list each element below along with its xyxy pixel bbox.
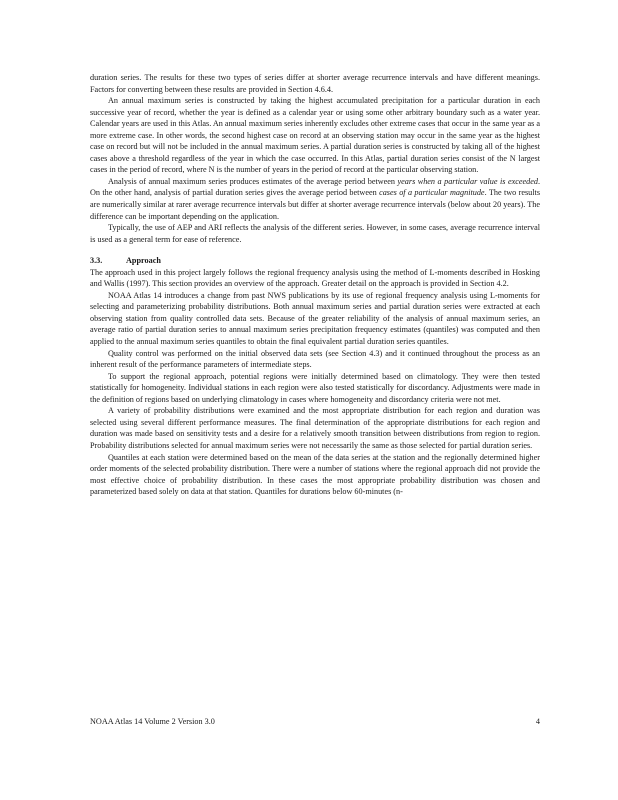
body-text	[90, 72, 540, 498]
paragraph-typically: Typically, the use of AEP and ARI reflects the analysis of the different series. However, in some cases, average recurrence interval is used as a general term for ease of reference.	[90, 223, 540, 244]
paragraph-quality-control: Quality control was performed on the initial observed data sets (see Section 4.3) and it continued throughout the process as an inherent result of the performance parameters of intermediate steps.	[90, 348, 540, 370]
page-number: 4	[535, 717, 540, 726]
paragraph-noaa-atlas: NOAA Atlas 14 introduces a change from past NWS publications by its use of regional frequency analysis using L-moments for selecting and parameterizing probability distributions. Both annual maximum series and partial duration series were extracted at each observing station from quality controlled data sets. Because of the greater reliability of the analysis of annual maximum series, an average ratio of partial duration series to annual maximum series precipitation frequency estimates (quantiles) was computed and then applied to the annual maximum series quantiles to obtain the final equivalent partial duration series quantiles.	[90, 290, 540, 347]
section-number: 3.3.	[90, 256, 103, 266]
paragraph-analysis: Analysis of annual maximum series produces estimates of the average period between years when a particular value is exceeded. On the other hand, analysis of partial duration series gives the average period between cases of a particular magnitude. The two results are numerically similar at rarer average recurrence intervals but differ at shorter average recurrence intervals (below about 20 years). The difference can be important depending on the application.	[90, 176, 541, 221]
section-heading	[90, 255, 540, 267]
paragraph-quantiles: Quantiles at each station were determined based on the mean of the data series at the station and the regionally determined higher order moments of the selected probability distribution. There were a number of stations where the regional approach did not provide the most effective choice of probability distribution. In these cases the most appropriate probability distribution was chosen and parameterized based solely on data at that station. Quantiles for durations below 60-minutes (n-	[90, 452, 540, 497]
paragraph-probability-distributions: A variety of probability distributions were examined and the most appropriate distribution for each region and duration was selected using several different performance measures. The final determination of the appropriate distributions for each region and duration was made based on sensitivity tests and a desire for a relatively smooth transition between distributions from region to region. Probability distributions selected for annual maximum series were not necessarily the same as those selected for partial duration series.	[90, 406, 540, 450]
paragraph-annual-maximum-series: An annual maximum series is constructed by taking the highest accumulated precipitation for a particular duration in each successive year of record, whether the year is defined as a calendar year or using some other arbitrary boundary such as a water year. Calendar years are used in this Atlas. An annual maximum series inherently excludes other extreme cases that occur in the same year as a more extreme case. In other words, the second highest case on record at an observing station may occur in the same year as the highest case on record but will not be included in the annual maximum series. A partial duration series is constructed by taking all of the highest cases above a threshold regardless of the year in which the case occurred. In this Atlas, partial duration series consist of the N largest cases in the period of record, where N is the number of years in the period of record at the particular observing station.	[90, 96, 540, 175]
section-title: Approach	[126, 256, 161, 266]
paragraph-regional-approach: To support the regional approach, potential regions were initially determined based on climatology. They were then tested statistically for homogeneity. Individual stations in each region were also tested statistically for discordancy. Adjustments were made in the definition of regions based on underlying climatology in cases where homogeneity and discordancy criteria were not met.	[90, 371, 540, 404]
paragraph-duration-series: duration series. The results for these two types of series differ at shorter average recurrence intervals and have different meanings. Factors for converting between these results are provided in Section 4.6.4.	[90, 73, 540, 94]
footer-publication: NOAA Atlas 14 Volume 2 Version 3.0	[90, 717, 215, 726]
paragraph-approach-overview: The approach used in this project largely follows the regional frequency analysis using the method of L-moments described in Hosking and Wallis (1997). This section provides an overview of the approach. Greater detail on the approach is provided in Section 4.2.	[90, 267, 540, 289]
page-footer	[90, 716, 540, 728]
